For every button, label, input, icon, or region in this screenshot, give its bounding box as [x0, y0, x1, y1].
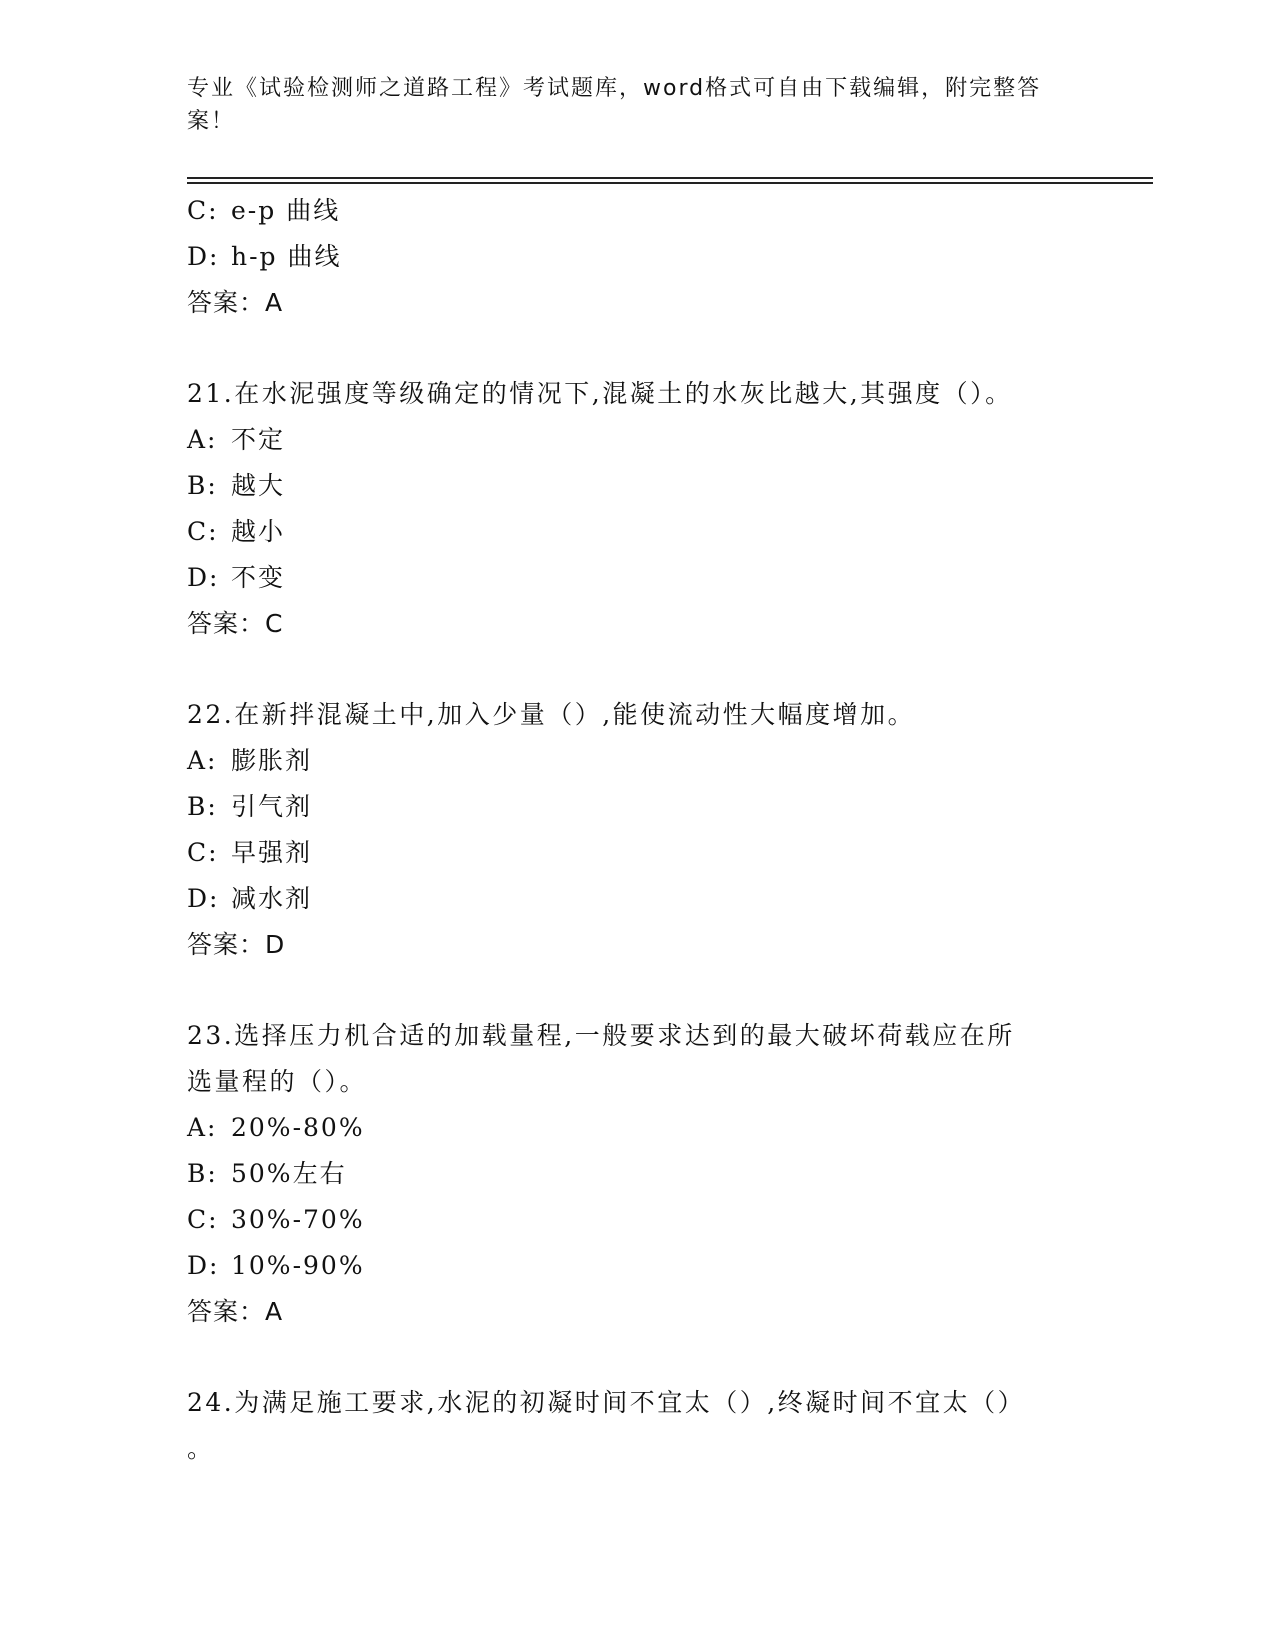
- question-text: 23.选择压力机合适的加载量程,一般要求达到的最大破坏荷载应在所: [187, 1021, 1015, 1050]
- header-line-1: 专业《试验检测师之道路工程》考试题库，word格式可自由下载编辑，附完整答: [187, 76, 1042, 101]
- question-22: [187, 692, 1087, 968]
- option-label: B:: [187, 792, 218, 821]
- option-label: B:: [187, 471, 218, 500]
- document-body: [187, 188, 1087, 1472]
- header-line-2: 案！: [187, 109, 236, 134]
- option-label: C:: [187, 1205, 219, 1234]
- option-text: 早强剂: [231, 838, 313, 867]
- question-prev: [187, 188, 1087, 326]
- option-d: [187, 234, 1087, 280]
- option-text: 10%-90%: [231, 1251, 365, 1280]
- answer-line: 答案：C: [187, 609, 284, 638]
- question-24: [187, 1380, 1087, 1472]
- option-text: e-p 曲线: [231, 196, 341, 225]
- option-text: 引气剂: [231, 792, 313, 821]
- option-d: [187, 555, 1087, 601]
- option-a: [187, 1105, 1087, 1151]
- option-text: 不定: [231, 425, 286, 454]
- option-text: 50%左右: [231, 1159, 347, 1188]
- option-a: [187, 417, 1087, 463]
- header-rule-bottom: [187, 182, 1153, 184]
- option-label: C:: [187, 196, 219, 225]
- option-b: [187, 1151, 1087, 1197]
- option-label: D:: [187, 563, 220, 592]
- option-label: D:: [187, 242, 220, 271]
- answer-line: 答案：A: [187, 288, 284, 317]
- option-text: 不变: [231, 563, 286, 592]
- option-b: [187, 463, 1087, 509]
- option-d: [187, 1243, 1087, 1289]
- option-c: [187, 509, 1087, 555]
- option-label: D:: [187, 884, 220, 913]
- answer-line: 答案：D: [187, 930, 286, 959]
- option-c: [187, 1197, 1087, 1243]
- option-text: 减水剂: [231, 884, 313, 913]
- question-text: 22.在新拌混凝土中,加入少量（）,能使流动性大幅度增加。: [187, 700, 916, 729]
- document-header: [187, 72, 1067, 138]
- question-text: 21.在水泥强度等级确定的情况下,混凝土的水灰比越大,其强度（）。: [187, 379, 1013, 408]
- option-text: h-p 曲线: [231, 242, 342, 271]
- option-c: [187, 188, 1087, 234]
- option-b: [187, 784, 1087, 830]
- option-label: A:: [187, 746, 218, 775]
- question-21: [187, 371, 1087, 647]
- option-text: 膨胀剂: [231, 746, 313, 775]
- option-label: A:: [187, 425, 218, 454]
- question-text: 24.为满足施工要求,水泥的初凝时间不宜太（）,终凝时间不宜太（）: [187, 1388, 1026, 1417]
- option-label: C:: [187, 517, 219, 546]
- answer-line: 答案：A: [187, 1297, 284, 1326]
- option-label: A:: [187, 1113, 218, 1142]
- option-text: 30%-70%: [231, 1205, 365, 1234]
- option-text: 20%-80%: [231, 1113, 365, 1142]
- question-text-continued: 选量程的（）。: [187, 1067, 368, 1096]
- option-text: 越大: [231, 471, 286, 500]
- header-rule-top: [187, 177, 1153, 179]
- question-text-continued: 。: [187, 1434, 215, 1463]
- option-d: [187, 876, 1087, 922]
- option-c: [187, 830, 1087, 876]
- option-label: B:: [187, 1159, 218, 1188]
- option-a: [187, 738, 1087, 784]
- question-23: [187, 1013, 1087, 1335]
- option-label: D:: [187, 1251, 220, 1280]
- option-label: C:: [187, 838, 219, 867]
- option-text: 越小: [231, 517, 286, 546]
